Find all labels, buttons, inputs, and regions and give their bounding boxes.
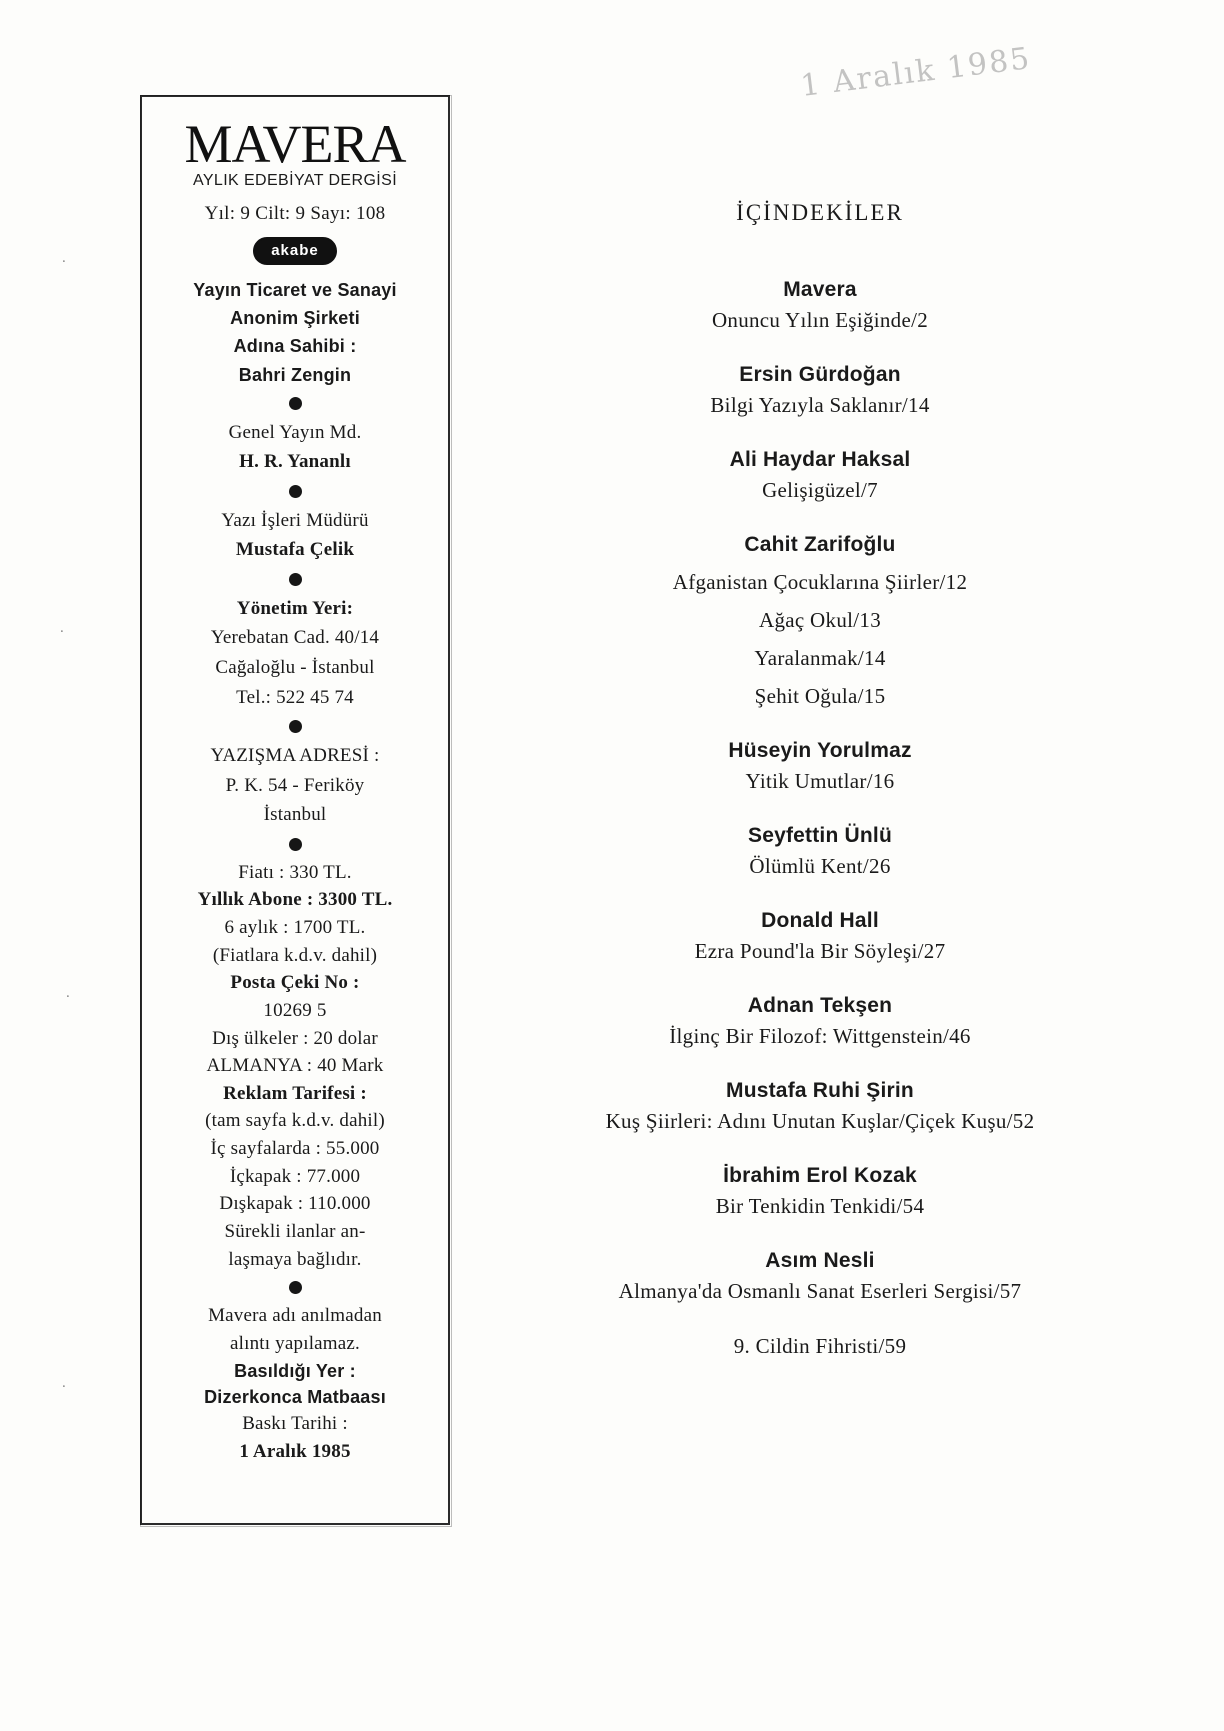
entry-author: Seyfettin Ünlü bbox=[748, 824, 892, 847]
postal-account-label: Posta Çeki No : bbox=[230, 972, 360, 994]
managing-editor-line: Mustafa Çelik bbox=[235, 539, 355, 561]
entry-piece: Ağaç Okul/13 bbox=[759, 608, 881, 632]
entry-author: Hüseyin Yorulmaz bbox=[728, 739, 912, 762]
entry-piece: Ölümlü Kent/26 bbox=[749, 854, 891, 878]
table-of-contents bbox=[470, 200, 1170, 1389]
magazine-logo: MAVERA bbox=[184, 114, 406, 174]
entry-author: Adnan Tekşen bbox=[747, 994, 893, 1017]
price-line: Dış ülkeler : 20 dolar bbox=[212, 1027, 378, 1049]
ads-line: (tam sayfa k.d.v. dahil) bbox=[205, 1110, 385, 1132]
ads-line: Sürekli ilanlar an- bbox=[224, 1221, 366, 1243]
magazine-subtitle: AYLIK EDEBİYAT DERGİSİ bbox=[192, 172, 398, 190]
managing-editor-line: Yazı İşleri Müdürü bbox=[221, 509, 369, 531]
entry-author: Ali Haydar Haksal bbox=[729, 448, 911, 471]
contents-entry bbox=[470, 1249, 1170, 1304]
ads-line: laşmaya bağlıdır. bbox=[228, 1248, 362, 1270]
editor-line: H. R. Yananlı bbox=[239, 451, 351, 473]
address-line: Yerebatan Cad. 40/14 bbox=[210, 627, 380, 649]
contents-entry bbox=[470, 1164, 1170, 1219]
printer-name: Dizerkonca Matbaası bbox=[204, 1386, 386, 1407]
print-date-label: Baskı Tarihi : bbox=[242, 1413, 348, 1435]
ads-line: İç sayfalarda : 55.000 bbox=[210, 1138, 380, 1160]
owner-line: Bahri Zengin bbox=[238, 364, 352, 385]
postal-account-number: 10269 5 bbox=[263, 999, 327, 1021]
printer-label: Basıldığı Yer : bbox=[234, 1360, 356, 1381]
handwritten-date-note: 1 Aralık 1985 bbox=[798, 41, 1034, 104]
contents-title: İÇİNDEKİLER bbox=[736, 200, 904, 225]
entry-piece: Gelişigüzel/7 bbox=[762, 478, 878, 502]
separator-dot-icon bbox=[289, 720, 302, 733]
entry-author: Asım Nesli bbox=[765, 1249, 875, 1272]
entry-piece: 9. Cildin Fihristi/59 bbox=[733, 1334, 907, 1358]
separator-dot-icon bbox=[289, 1281, 302, 1294]
contents-footer-entry bbox=[470, 1334, 1170, 1359]
contents-entry bbox=[470, 739, 1170, 794]
entry-piece: İlginç Bir Filozof: Wittgenstein/46 bbox=[669, 1024, 971, 1048]
entry-piece: Onuncu Yılın Eşiğinde/2 bbox=[711, 308, 929, 332]
contents-entry bbox=[470, 1079, 1170, 1134]
owner-line: Yayın Ticaret ve Sanayi bbox=[193, 280, 397, 301]
issue-line: Yıl: 9 Cilt: 9 Sayı: 108 bbox=[204, 203, 386, 225]
entry-piece: Bir Tenkidin Tenkidi/54 bbox=[715, 1194, 925, 1218]
entry-piece: Şehit Oğula/15 bbox=[754, 684, 886, 708]
separator-dot-icon bbox=[289, 838, 302, 851]
price-line: ALMANYA : 40 Mark bbox=[206, 1055, 384, 1077]
address-line: Yönetim Yeri: bbox=[236, 597, 354, 619]
contents-entry bbox=[470, 994, 1170, 1049]
price-line: Yıllık Abone : 3300 TL. bbox=[197, 889, 393, 911]
ads-title: Reklam Tarifesi : bbox=[223, 1082, 367, 1104]
contents-entry bbox=[470, 824, 1170, 879]
print-date-value: 1 Aralık 1985 bbox=[239, 1440, 351, 1462]
copyright-line: Mavera adı anılmadan bbox=[208, 1305, 382, 1327]
masthead-panel bbox=[140, 95, 450, 1525]
separator-dot-icon bbox=[289, 397, 302, 410]
phone-line: Tel.: 522 45 74 bbox=[236, 686, 354, 708]
entry-author: Donald Hall bbox=[761, 909, 879, 932]
contents-entry bbox=[470, 533, 1170, 709]
entry-piece: Afganistan Çocuklarına Şiirler/12 bbox=[672, 570, 968, 594]
copyright-line: alıntı yapılamaz. bbox=[229, 1332, 361, 1354]
entry-author: Mavera bbox=[783, 278, 857, 301]
contents-entry bbox=[470, 909, 1170, 964]
contents-entry bbox=[470, 448, 1170, 503]
entry-piece: Bilgi Yazıyla Saklanır/14 bbox=[710, 393, 930, 417]
owner-line: Anonim Şirketi bbox=[230, 308, 360, 329]
mail-address-line: İstanbul bbox=[263, 804, 327, 826]
address-line: Cağaloğlu - İstanbul bbox=[215, 656, 375, 678]
editor-line: Genel Yayın Md. bbox=[228, 421, 362, 443]
ads-line: Dışkapak : 110.000 bbox=[219, 1193, 371, 1215]
price-line: Fiatı : 330 TL. bbox=[238, 861, 352, 883]
document-page: 1 Aralık 1985 MAVERA AYLIK EDEBİYAT DERGİSİ Yıl: 9 Cilt: 9 Sayı: 108 akabe Yayın Ticaret ve Sanayi Anonim Şirketi Adına Sahibi : Bahri Zengin Genel Yayın Md. H. R. Yananlı Yazı İşleri Müdürü Mustafa Çelik Yönetim Yeri: Yerebatan Cad. 40/14 Cağaloğlu - İstanbul Tel.: 522 45 74 YAZIŞMA ADRESİ : P. K. 54 - Feriköy İstanbul Fiatı : 330 TL. Yıllık Abone : 3300 TL. 6 aylık : 1700 TL. (Fiatlara k.d.v. dahil) Posta Çeki No : 10269 5 Dış ülkeler : 20 dolar ALMANYA : 40 Mark Reklam Tarifesi : (tam sayfa k.d.v. dahil) İç sayfalarda : 55.000 İçkapak : 77.000 Dışkapak : 110.000 Sürekli ilanlar an- laşmaya bağlıdır. Mavera adı anılmadan alıntı yapılamaz. Basıldığı Yer : Dizerkonca Matbaası Baskı Tarihi : 1 Aralık 1985 İÇİNDEKİLER Mavera Onuncu Yılın Eşiğinde/2 Ersin Gürdoğan Bilgi Yazıyla Saklanır/14 Ali Haydar Haksal Gelişigüzel/7 Cahit Zarifoğlu Afganistan Çocuklarına Şiirler/12 Ağaç Okul/13 Yaralanmak/14 Şehit Oğula/15 Hüseyin Yorulmaz Yitik Umutlar/16 Seyfettin Ünlü Ölümlü Kent/26 Donald Hall Ezra Pound'la Bir Söyleşi/27 Adnan Tekşen İlginç Bir Filozof: Wittgenstein/46 Mustafa Ruhi Şirin Kuş Şiirleri: Adını Unutan Kuşlar/Çiçek Kuşu/52 İbrahim Erol Kozak Bir Tenkidin Tenkidi/54 Asım Nesli Almanya'da Osmanlı Sanat Eserleri Sergisi/57 9. Cildin Fihristi/59 . . . . bbox=[0, 0, 1224, 1731]
separator-dot-icon bbox=[289, 485, 302, 498]
entry-piece: Ezra Pound'la Bir Söyleşi/27 bbox=[694, 939, 946, 963]
separator-dot-icon bbox=[289, 573, 302, 586]
entry-author: Mustafa Ruhi Şirin bbox=[726, 1079, 914, 1102]
entry-piece: Kuş Şiirleri: Adını Unutan Kuşlar/Çiçek Kuşu/52 bbox=[605, 1109, 1035, 1133]
price-line: (Fiatlara k.d.v. dahil) bbox=[212, 944, 378, 966]
contents-entry bbox=[470, 278, 1170, 333]
contents-entry bbox=[470, 363, 1170, 418]
entry-author: Cahit Zarifoğlu bbox=[744, 533, 896, 556]
entry-piece: Yitik Umutlar/16 bbox=[745, 769, 895, 793]
entry-piece: Almanya'da Osmanlı Sanat Eserleri Sergisi/57 bbox=[618, 1279, 1022, 1303]
entry-author: İbrahim Erol Kozak bbox=[723, 1164, 917, 1187]
ads-line: İçkapak : 77.000 bbox=[229, 1165, 361, 1187]
entry-author: Ersin Gürdoğan bbox=[739, 363, 901, 386]
owner-line: Adına Sahibi : bbox=[233, 336, 357, 357]
mail-address-line: P. K. 54 - Feriköy bbox=[225, 774, 365, 796]
price-line: 6 aylık : 1700 TL. bbox=[224, 916, 366, 938]
entry-piece: Yaralanmak/14 bbox=[754, 646, 886, 670]
publisher-badge: akabe bbox=[253, 237, 337, 265]
mail-address-line: YAZIŞMA ADRESİ : bbox=[210, 745, 380, 767]
